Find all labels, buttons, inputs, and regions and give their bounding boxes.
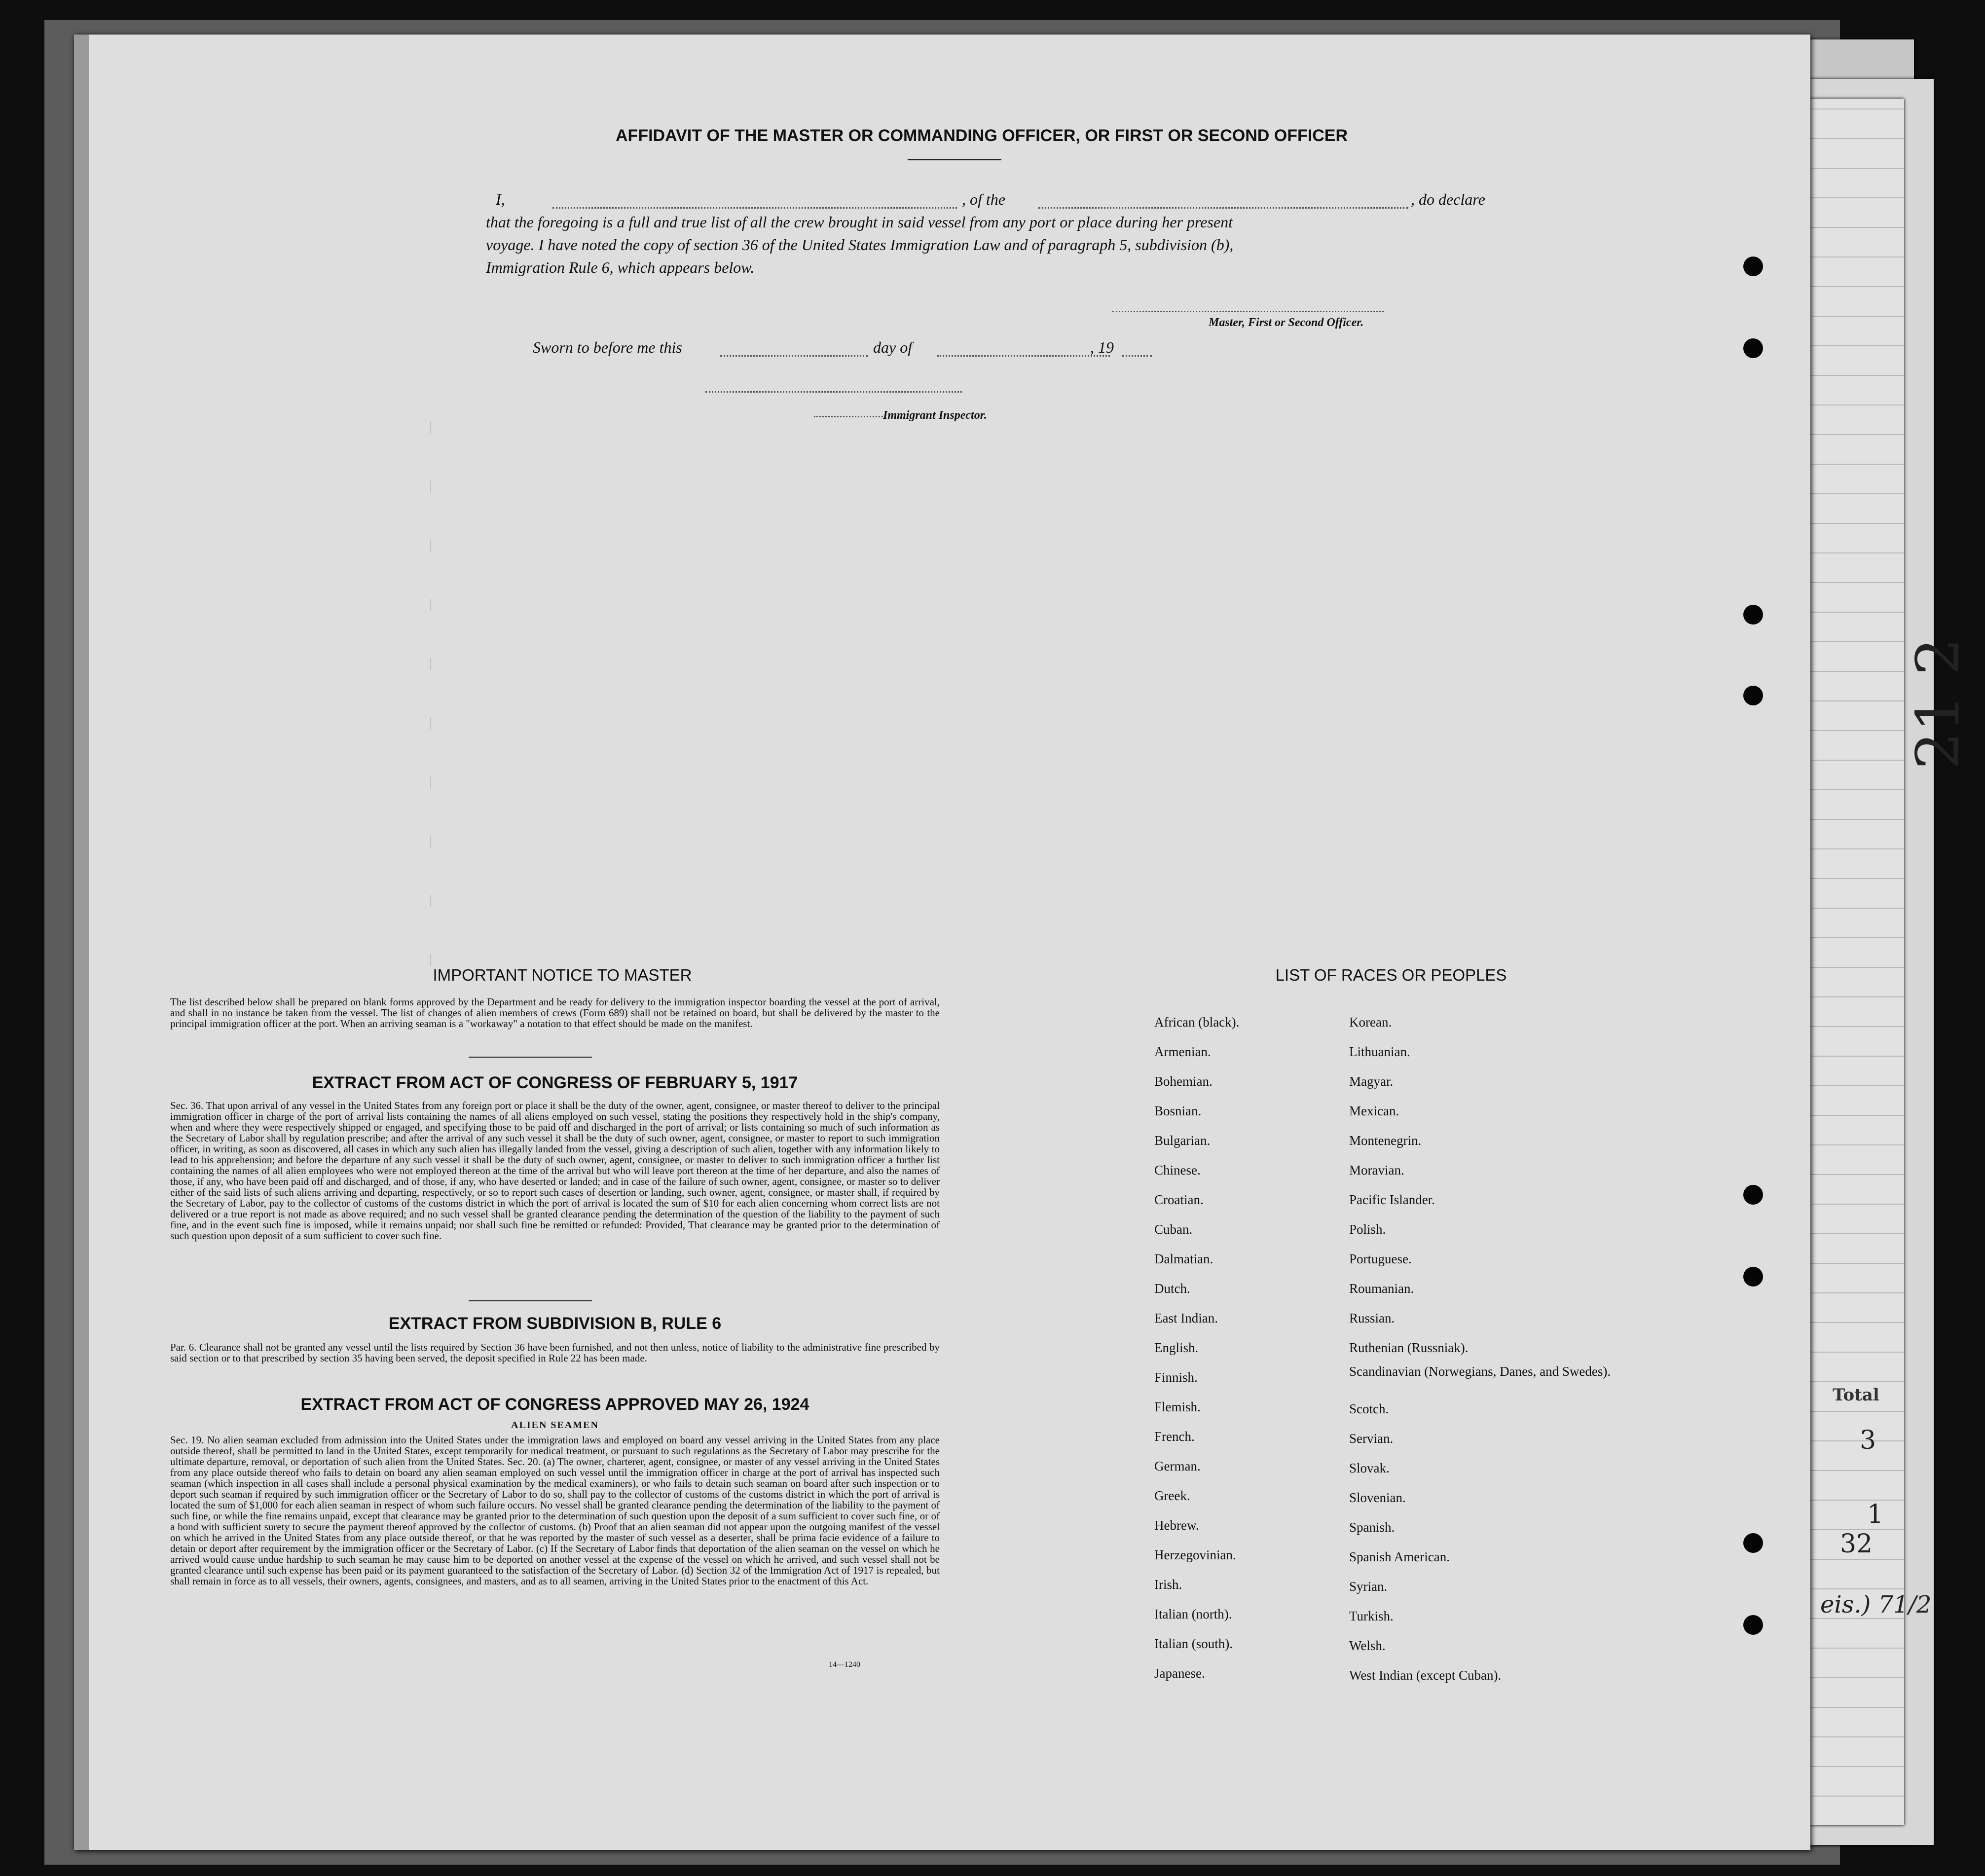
race-item: Armenian. [1154, 1044, 1211, 1059]
notice-title: IMPORTANT NOTICE TO MASTER [433, 966, 692, 984]
race-item: Ruthenian (Russniak). [1349, 1340, 1469, 1355]
day-of-label: day of [873, 338, 913, 356]
race-item: Herzegovinian. [1154, 1547, 1236, 1562]
binder-hole [1743, 338, 1763, 358]
sworn-month-line[interactable] [937, 355, 1110, 357]
notice-rule [469, 1057, 592, 1058]
margin-note: eis.) 71/2 [1820, 1591, 1932, 1619]
binder-hole [1743, 1533, 1763, 1553]
margin-total-3: 32 [1840, 1529, 1873, 1559]
inspector-caption: Immigrant Inspector. [883, 409, 987, 422]
race-item: Flemish. [1154, 1399, 1201, 1414]
race-item: West Indian (except Cuban). [1349, 1668, 1502, 1683]
extract-1924-text: Sec. 19. No alien seaman excluded from admission into the United States under the immigration laws and employed on board any vessel arriving in the United States from any place outside thereof, shall be permitted to land in the United States, except temporarily for medical treatment, or pursuant to such regulations as the Secretary of Labor may prescribe for the ultimate departure, removal, or deportation of such alien from the United States. Sec. 20. (a) The owner, charterer, agent, consignee, or master of any vessel arriving in the United States from any place outside thereof who fails to detain on board any alien seaman employed on such vessel until the immigration officer in charge at the port of arrival has inspected such seaman (which inspection in all cases shall include a personal physical examination by the medical examiners), or who fails to detain such seaman on board after such inspection or to deport such seaman if required by such immigration officer or the Secretary of Labor to do so, shall pay to the collector of customs of the customs district in which the port of arrival is located the sum of $1,000 for each alien seaman in respect of whom such failure occurs. No vessel shall be granted clearance pending the determination of the liability to the payment of such fine, or while the fine remains unpaid, except that clearance may be granted prior to the determination of such question upon the deposit of a sum sufficient to cover such fine, or of a bond with sufficient surety to secure the payment thereof approved by the collector of customs. (b) Proof that an alien seaman did not appear upon the outgoing manifest of the vessel on which he arrived in the United States from any place outside thereof, or that he was reported by the master of such vessel as a deserter, shall be prima facie evidence of a failure to detain or deport after requirement by the immigration officer or the Secretary of Labor. (c) If the Secretary of Labor finds that deportation of the alien seaman on the vessel on which he arrived would cause undue hardship to such seaman he may cause him to be deported on another vessel at the expense of the vessel on which he arrived, and such vessel shall not be granted clearance until such expense has been paid or its payment guaranteed to the satisfaction of the Secretary of Labor. (d) Section 32 of the Immigration Act of 1917 is repealed, but shall remain in force as to all vessels, their owners, agents, consignees, and masters, and as to all seamen, arriving in the United States prior to the enactment of this Act. [170, 1434, 940, 1587]
declarant-name-line[interactable] [552, 207, 957, 209]
margin-total-2: 1 [1867, 1500, 1884, 1529]
sworn-year-line[interactable] [1122, 355, 1152, 357]
extract-rule6-text: Par. 6. Clearance shall not be granted any vessel until the lists required by Section 36 have been furnished, and not then unless, notice of liability to the administrative fine prescribed by said section or to that prescribed by section 35 having been served, the deposit specified in Rule 22 has been made. [170, 1341, 940, 1364]
race-item: Portuguese. [1349, 1251, 1412, 1266]
race-item: East Indian. [1154, 1311, 1218, 1325]
race-item: Russian. [1349, 1311, 1395, 1325]
affidavit-line-4: Immigration Rule 6, which appears below. [486, 258, 755, 276]
race-item: Italian (north). [1154, 1607, 1232, 1621]
race-item: Korean. [1349, 1015, 1392, 1030]
extract-1924-subtitle: ALIEN SEAMEN [511, 1420, 599, 1431]
race-item: Cuban. [1154, 1222, 1193, 1237]
sworn-day-line[interactable] [720, 355, 868, 357]
affidavit-line-3: voyage. I have noted the copy of section 36 of the United States Immigration Law and of paragraph 5, subdivision (b), [486, 236, 1234, 254]
race-item: Mexican. [1349, 1104, 1399, 1118]
page-edge [74, 35, 89, 1850]
form-page: | | | | | | | | | | AFFIDAVIT OF THE MASTER OR COMMANDING OFFICER, OR FIRST OR SECOND OFFICER I, , of the , do declare that the foregoing is a full and true list of all the crew brought in said vessel from any port or place during her present voyage. I have noted the copy of section 36 of the United States Immigration Law and of paragraph 5, subdivision (b), Immigration Rule 6, which appears below. Master, First or Second Officer. Sworn to before me this day of , 19 Immigrant Inspector. IMPORTANT NOTICE TO MASTER The list described below shall be prepared on blank forms approved by the Department and be ready for delivery to the immigration inspector boarding the vessel at the port of arrival, and shall in no instance be taken from the vessel. The list of changes of alien members of crews (Form 689) shall not be retained on board, but shall be delivered by the master to the principal immigration officer at the port. When an arriving seaman is a "workaway" a notation to that effect should be made on the manifest. EXTRACT FROM ACT OF CONGRESS OF FEBRUARY 5, 1917 Sec. 36. That upon arrival of any vessel in the United States from any foreign port or place it shall be the duty of the owner, agent, consignee, or master thereof to deliver to the principal immigration officer in charge of the port of arrival lists containing the names of all aliens employed on such vessel, stating the positions they respectively hold in the ship's company, when and where they were respectively shipped or engaged, and specifying those to be paid off and discharged in the port of arrival; or lists containing so much of such information as the Secretary of Labor shall by regulation prescribe; and after the arrival of any such vessel it shall be the duty of such owner, agent, consignee, or master to report to such immigration officer, in writing, as soon as discovered, all cases in which any such alien has illegally landed from the vessel, giving a description of such alien, together with any information likely to lead to his apprehension; and before the departure of any such vessel it shall be the duty of such owner, agent, consignee, or master to deliver to such immigration officer a further list containing the names of all alien employees who were not employed thereon at the time of the arrival but who will leave port thereon at the time of her departure, and also the names of those, if any, who have been paid off and discharged, and of those, if any, who have deserted or landed; and in case of the failure of such owner, agent, consignee, or master so to deliver either of the said lists of such aliens arriving and departing, respectively, or so to report such cases of desertion or landing, such owner, agent, consignee, or master shall, if required by the Secretary of Labor, pay to the collector of customs of the customs district in which the port of arrival is located the sum of $10 for each alien concerning whom correct lists are not delivered or a true report is not made as above required; and no such vessel shall be granted clearance pending the determination of the question of the liability to the payment of such fine, and in the event such fine is imposed, while it remains unpaid; nor shall such fine be remitted or refunded: Provided, That clearance may be granted prior to the determination of such question upon deposit of a sum sufficient to cover such fine. EXTRACT FROM SUBDIVISION B, RULE 6 Par. 6. Clearance shall not be granted any vessel until the lists required by Section 36 have been furnished, and not then unless, notice of liability to the administrative fine prescribed by said section or to that prescribed by section 35 having been served, the deposit specified in Rule 22 has been made. EXTRACT FROM ACT OF CONGRESS APPROVED MAY 26, 1924 ALIEN SEAMEN Sec. 19. No alien seaman excluded from admission into the United States under the immigration laws and employed on board any vessel arriving in the United States from any place outside thereof, shall be permitted to land in the United States, except temporarily for medical treatment, or pursuant to such regulations as the Secretary of Labor may prescribe for the ultimate departure, removal, or deportation of such alien from the United States. Sec. 20. (a) The owner, charterer, agent, consignee, or master of any vessel arriving in the United States from any place outside thereof who fails to detain on board any alien seaman employed on such vessel until the immigration officer in charge at the port of arrival has inspected such seaman (which inspection in all cases shall include a personal physical examination by the medical examiners), or who fails to detain such seaman on board after such inspection or to deport such seaman if required by such immigration officer or the Secretary of Labor to do so, shall pay to the collector of customs of the customs district in which the port of arrival is located the sum of $1,000 for each alien seaman in respect of whom such failure occurs. No vessel shall be granted clearance pending the determination of the liability to the payment of such fine, or while the fine remains unpaid, except that clearance may be granted prior to the determination of such question upon the deposit of a sum sufficient to cover such fine, or of a bond with sufficient surety to secure the payment thereof approved by the collector of customs. (b) Proof that an alien seaman did not appear upon the outgoing manifest of the vessel on which he arrived in the United States from any place outside thereof, or that he was reported by the master of such vessel as a deserter, shall be prima facie evidence of a failure to detain or deport after requirement by the immigration officer or the Secretary of Labor. (c) If the Secretary of Labor finds that deportation of the alien seaman on the vessel on which he arrived would cause undue hardship to such seaman he may cause him to be deported on another vessel at the expense of the vessel on which he arrived, and such vessel shall not be granted clearance until such expense has been paid or its payment guaranteed to the satisfaction of the Secretary of Labor. (d) Section 32 of the Immigration Act of 1917 is repealed, but shall remain in force as to all vessels, their owners, agents, consignees, and masters, and as to all seamen, arriving in the United States prior to the enactment of this Act. 14—1240 LIST OF RACES OR PEOPLES African (black). Armenian. Bohemian. Bosnian. Bulgarian. Chinese. Croatian. Cuban. Dalmatian. Dutch. East Indian. English. Finnish. Flemish. French. German. Greek. Hebrew. Herzegovinian. Irish. Italian (north). Italian (south). Japanese. Korean. Lithuanian. Magyar. Mexican. Montenegrin. Moravian. Pacific Islander. Polish. Portuguese. Roumanian. Russian. Ruthenian (Russniak). Scandinavian (Norwegians, Danes, and Swedes). Scotch. Servian. Slovak. Slovenian. Spanish. Spanish American. Syrian. Turkish. Welsh. West Indian (except Cuban). [74, 35, 1810, 1850]
race-item: Spanish American. [1349, 1549, 1450, 1564]
affidavit-do-declare: , do declare [1411, 190, 1485, 208]
race-item: Irish. [1154, 1577, 1182, 1592]
race-item: Scandinavian (Norwegians, Danes, and Swedes). [1349, 1364, 1611, 1379]
race-item: Syrian. [1349, 1579, 1388, 1594]
races-title: LIST OF RACES OR PEOPLES [1275, 966, 1507, 984]
race-item: Welsh. [1349, 1638, 1386, 1653]
race-item: Polish. [1349, 1222, 1386, 1237]
race-item: Servian. [1349, 1431, 1394, 1446]
binder-hole [1743, 605, 1763, 625]
race-item: English. [1154, 1340, 1199, 1355]
form-number: 14—1240 [829, 1660, 860, 1669]
race-item: Montenegrin. [1349, 1133, 1422, 1148]
inspector-signature-line[interactable] [705, 391, 962, 393]
race-item: Dalmatian. [1154, 1251, 1213, 1266]
race-item: Bohemian. [1154, 1074, 1213, 1089]
race-item: Bosnian. [1154, 1104, 1202, 1118]
margin-handwritten-number: 21 2 [1904, 637, 1973, 770]
race-item: Croatian. [1154, 1192, 1204, 1207]
races-column-2 [1349, 1007, 1625, 1690]
master-signature-caption: Master, First or Second Officer. [1209, 316, 1364, 329]
affidavit-of-the: , of the [962, 190, 1005, 208]
race-item: Chinese. [1154, 1163, 1201, 1177]
margin-total-1: 3 [1860, 1426, 1876, 1455]
affidavit-i-label: I, [496, 190, 505, 208]
affidavit-line-2: that the foregoing is a full and true list of all the crew brought in said vessel from any port or place during her present [486, 213, 1233, 231]
notice-text: The list described below shall be prepared on blank forms approved by the Department and be ready for delivery to the immigration inspector boarding the vessel at the port of arrival, and shall in no instance be taken from the vessel. The list of changes of alien members of crews (Form 689) shall not be retained on board, but shall be delivered by the master to the principal immigration officer at the port. When an arriving seaman is a "workaway" a notation to that effect should be made on the manifest. [170, 996, 940, 1030]
affidavit-title-rule [908, 159, 1001, 160]
extract-1917-title: EXTRACT FROM ACT OF CONGRESS OF FEBRUARY 5, 1917 [312, 1073, 798, 1092]
extract-1917-text: Sec. 36. That upon arrival of any vessel in the United States from any foreign port or place it shall be the duty of the owner, agent, consignee, or master thereof to deliver to the principal immigration officer in charge of the port of arrival lists containing the names of all aliens employed on such vessel, stating the positions they respectively hold in the ship's company, when and where they were respectively shipped or engaged, and specifying those to be paid off and discharged in the port of arrival; or lists containing so much of such information as the Secretary of Labor shall by regulation prescribe; and after the arrival of any such vessel it shall be the duty of such owner, agent, consignee, or master to report to such immigration officer, in writing, as soon as discovered, all cases in which any such alien has illegally landed from the vessel, giving a description of such alien, together with any information likely to lead to his apprehension; and before the departure of any such vessel it shall be the duty of such owner, agent, consignee, or master to deliver to such immigration officer a further list containing the names of all alien employees who were not employed thereon at the time of the arrival but who will leave port thereon at the time of her departure, and also the names of those, if any, who have been paid off and discharged, and of those, if any, who have deserted or landed; and in case of the failure of such owner, agent, consignee, or master so to deliver either of the said lists of such aliens arriving and departing, respectively, or so to report such cases of desertion or landing, such owner, agent, consignee, or master shall, if required by the Secretary of Labor, pay to the collector of customs of the customs district in which the port of arrival is located the sum of $10 for each alien concerning whom correct lists are not delivered or a true report is not made as above required; and no such vessel shall be granted clearance pending the determination of the question of the liability to the payment of such fine, and in the event such fine is imposed, while it remains unpaid; nor shall such fine be remitted or refunded: Provided, That clearance may be granted prior to the determination of such question upon deposit of a sum sufficient to cover such fine. [170, 1100, 940, 1242]
race-item: Bulgarian. [1154, 1133, 1211, 1148]
vessel-name-line[interactable] [1038, 207, 1408, 209]
race-item: Magyar. [1349, 1074, 1394, 1089]
extract-1924-title: EXTRACT FROM ACT OF CONGRESS APPROVED MAY 26, 1924 [300, 1395, 809, 1414]
race-item: Japanese. [1154, 1666, 1205, 1681]
sworn-label: Sworn to before me this [533, 338, 682, 356]
margin-total-label: Total [1833, 1385, 1879, 1405]
race-item: Dutch. [1154, 1281, 1190, 1296]
extract-1917-rule [469, 1300, 592, 1301]
race-item: Turkish. [1349, 1609, 1394, 1623]
races-column-1 [1154, 1007, 1342, 1688]
binder-hole [1743, 686, 1763, 705]
race-item: French. [1154, 1429, 1195, 1444]
race-item: Moravian. [1349, 1163, 1404, 1177]
binder-hole [1743, 1267, 1763, 1287]
race-item: German. [1154, 1459, 1201, 1473]
affidavit-title: AFFIDAVIT OF THE MASTER OR COMMANDING OFFICER, OR FIRST OR SECOND OFFICER [616, 126, 1348, 145]
inspector-name-line[interactable] [814, 416, 883, 417]
binder-hole [1743, 1615, 1763, 1635]
race-item: Italian (south). [1154, 1636, 1233, 1651]
race-item: Roumanian. [1349, 1281, 1414, 1296]
binder-hole [1743, 1185, 1763, 1205]
race-item: Slovenian. [1349, 1490, 1406, 1505]
race-item: Greek. [1154, 1488, 1190, 1503]
race-item: African (black). [1154, 1015, 1240, 1030]
race-item: Lithuanian. [1349, 1044, 1410, 1059]
race-item: Pacific Islander. [1349, 1192, 1435, 1207]
extract-rule6-title: EXTRACT FROM SUBDIVISION B, RULE 6 [388, 1314, 722, 1333]
binder-hole [1743, 257, 1763, 276]
race-item: Hebrew. [1154, 1518, 1199, 1533]
race-item: Spanish. [1349, 1520, 1395, 1535]
race-item: Slovak. [1349, 1461, 1390, 1475]
year-label: , 19 [1090, 338, 1114, 356]
race-item: Finnish. [1154, 1370, 1198, 1385]
race-item: Scotch. [1349, 1401, 1389, 1416]
